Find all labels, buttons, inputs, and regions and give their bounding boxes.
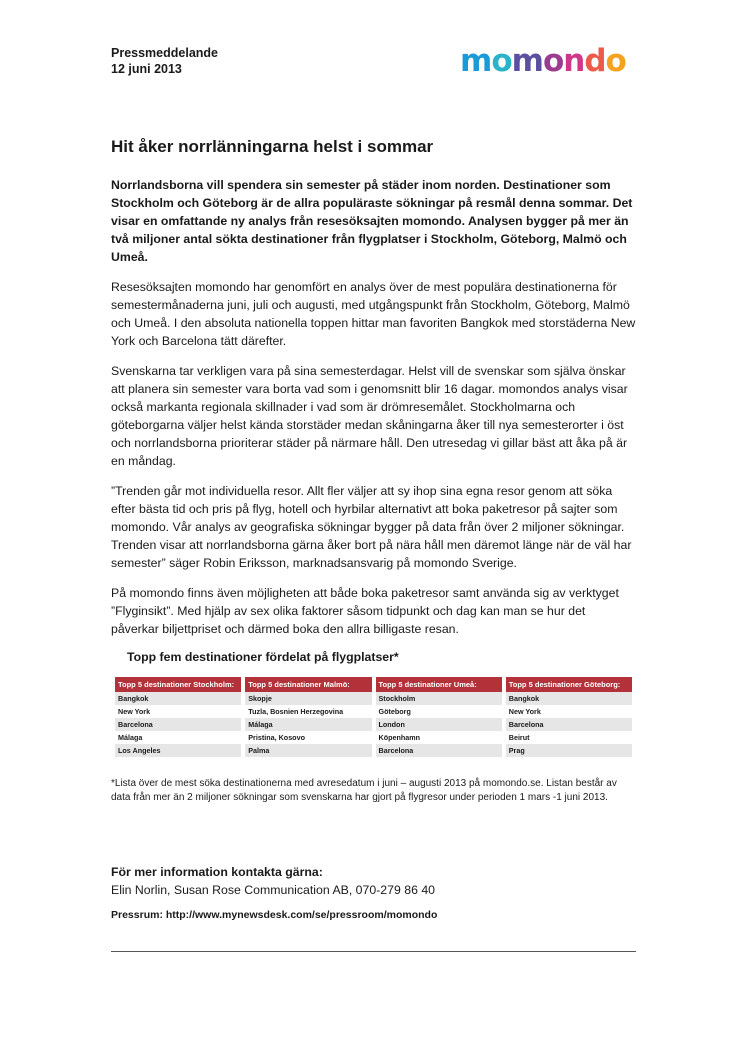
table-cell: Málaga [245,718,371,731]
destinations-table [111,677,636,757]
table-cell: Málaga [115,731,241,744]
contact-block [111,863,435,899]
table-cell: Stockholm [376,692,502,705]
table-row [115,718,632,731]
table-row [115,731,632,744]
table-cell: Bangkok [115,692,241,705]
table-row [115,705,632,718]
footer-divider [111,951,636,952]
table-cell: Barcelona [115,718,241,731]
header-umea: Topp 5 destinationer Umeå: [376,677,502,692]
table-row [115,744,632,757]
lead-paragraph: Norrlandsborna vill spendera sin semester på städer inom norden. Destinationer som Stockholm och Göteborg är de allra populäraste sökningar på resmål denna sommar. Det visar en omfattande ny analys från resesöksajten momondo. Analysen bygger på mer än två miljoner antal sökta destinationer från flygplatser i Stockholm, Göteborg, Malmö och Umeå. [111,178,633,264]
table-cell: Barcelona [506,718,632,731]
table-row [115,692,632,705]
pressroom-link[interactable]: Pressrum: http://www.mynewsdesk.com/se/pressroom/momondo [111,909,438,921]
logo-letter: n [563,43,585,79]
table-cell: New York [506,705,632,718]
table-cell: Beirut [506,731,632,744]
body-paragraph-1: Resesöksajten momondo har genomfört en analys över de mest populära destinationerna för semestermånaderna juni, juli och augusti, med utgångspunkt från Stockholm, Göteborg, Malmö och Umeå. I den absoluta nationella toppen hittar man favoriten Bangkok med storstäderna New York och Barcelona tätt därefter. [111,280,636,348]
logo-letter: d [584,43,606,79]
logo-letter: o [491,43,512,79]
logo-letter: o [542,43,564,79]
article-body [111,176,636,650]
table-cell: Los Angeles [115,744,241,757]
table-cell: Pristina, Kosovo [245,731,371,744]
body-paragraph-3: ”Trenden går mot individuella resor. Allt fler väljer att sy ihop sina egna resor genom att söka efter bästa tid och pris på flyg, hotell och hyrbilar alternativt att boka paketresor på sajter som momondo. Vår analys av geografiska sökningar bygger på data från över 2 miljoner sökningar. Trenden visar att norrlandsborna gärna åker bort på nära håll men däremot länge när de väl har semester” säger Robin Eriksson, marknadsansvarig på momondo Sverige. [111,484,632,570]
table-cell: New York [115,705,241,718]
body-paragraph-4: På momondo finns även möjligheten att både boka paketresor samt använda sig av verktyget ”Flyginsikt”. Med hjälp av sex olika faktorer såsom tidpunkt och dag kan man se hur det påverkar biljettpriset och därmed boka den allra billigaste resan. [111,586,619,636]
logo-letter: m [460,43,492,79]
header-malmo: Topp 5 destinationer Malmö: [245,677,371,692]
table-cell: Prag [506,744,632,757]
body-paragraph-2: Svenskarna tar verkligen vara på sina semesterdagar. Helst vill de svenskar som själva önskar att planera sin semester vara borta vad som i genomsnitt blir 16 dagar. momondos analys visar också markanta regionala skillnader i vad som är drömresemålet. Stockholmarna och göteborgarna väljer helst kända storstäder medan skåningarna åker till nya semesterorter i öst och norrlandsborna prioriterar städer på närmare håll. Den utresedag vi gillar bäst att åka på är en måndag. [111,364,628,468]
table-cell: Göteborg [376,705,502,718]
press-date: 12 juni 2013 [111,62,182,76]
table-title: Topp fem destinationer fördelat på flygplatser* [127,650,399,664]
table-header-row [115,677,632,692]
table-cell: Palma [245,744,371,757]
page-title: Hit åker norrlänningarna helst i sommar [111,137,434,156]
table-cell: Tuzla, Bosnien Herzegovina [245,705,371,718]
table-cell: London [376,718,502,731]
header-goteborg: Topp 5 destinationer Göteborg: [506,677,632,692]
press-label: Pressmeddelande [111,46,218,60]
header-stockholm: Topp 5 destinationer Stockholm: [115,677,241,692]
logo-letter: m [511,43,543,79]
table-cell: Skopje [245,692,371,705]
momondo-logo [460,41,626,81]
table-cell: Barcelona [376,744,502,757]
logo-letter: o [605,43,626,79]
table-cell: Köpenhamn [376,731,502,744]
contact-heading: För mer information kontakta gärna: [111,865,323,879]
press-header [111,45,218,77]
table-cell: Bangkok [506,692,632,705]
contact-line: Elin Norlin, Susan Rose Communication AB, 070-279 86 40 [111,883,435,897]
footnote: *Lista över de mest söka destinationerna med avresedatum i juni – augusti 2013 på momondo.se. Listan består av data från mer än 2 miljoner sökningar som svenskarna har gjort på flygresor under perioden 1 mars -1 juni 2013. [111,778,617,803]
